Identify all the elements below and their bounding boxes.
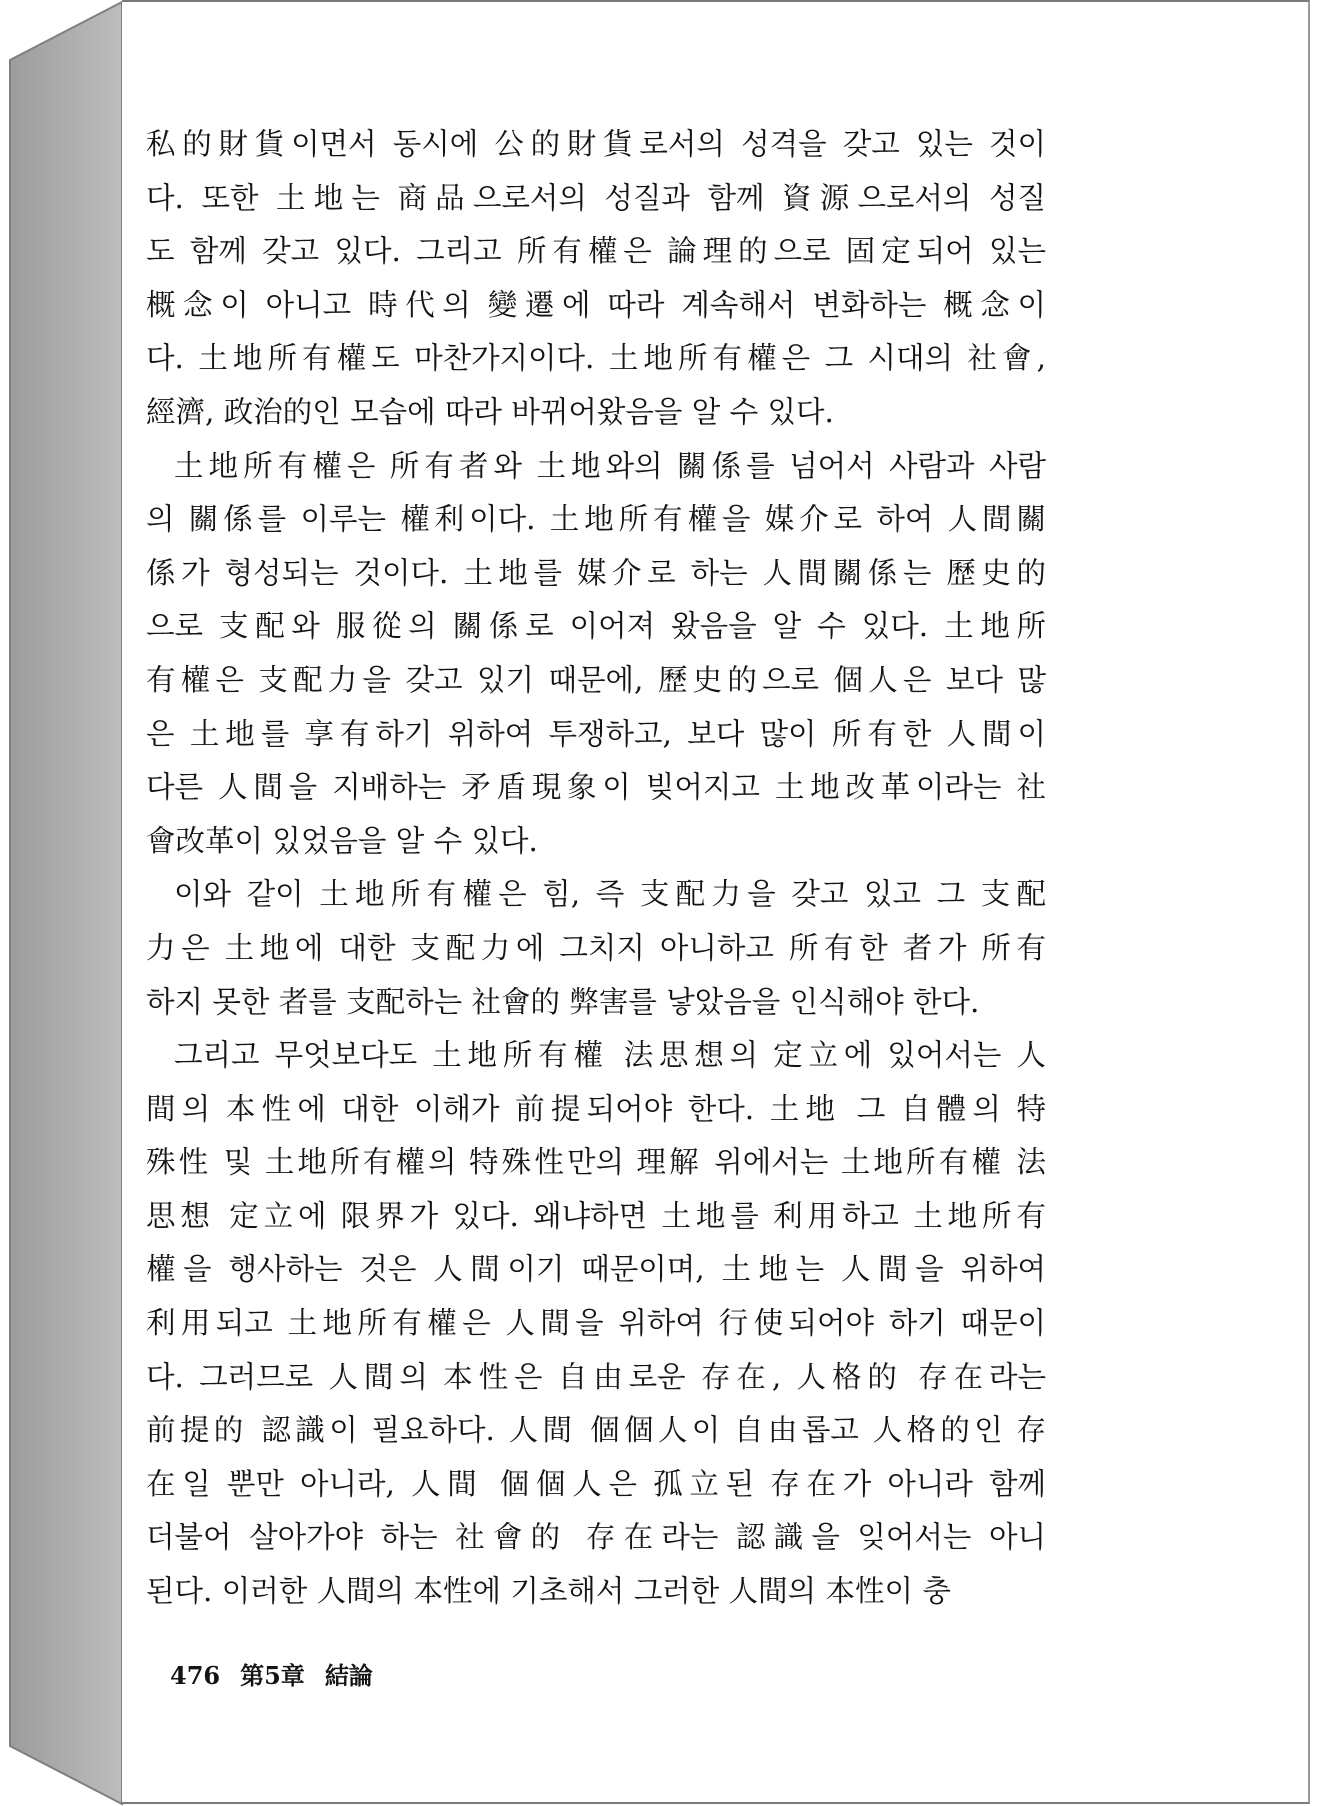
text-line: 係가 형성되는 것이다. 土地를 媒介로 하는 人間關係는 歷史的 <box>146 555 1046 590</box>
text-line: 權을 행사하는 것은 人間이기 때문이며, 土地는 人間을 위하여 <box>146 1252 1046 1287</box>
text-line: 經濟, 政治的인 모습에 따라 바뀌어왔음을 알 수 있다. <box>146 394 834 429</box>
text-line: 利用되고 土地所有權은 人間을 위하여 行使되어야 하기 때문이 <box>146 1306 1046 1341</box>
paragraph <box>146 1029 1046 1619</box>
text-line: 間의 本性에 대한 이해가 前提되어야 한다. 土地 그 自體의 特 <box>146 1091 1046 1126</box>
text-line: 은 土地를 享有하기 위하여 투쟁하고, 보다 많이 所有한 人間이 <box>146 716 1046 751</box>
text-line: 도 함께 갖고 있다. 그리고 所有權은 論理的으로 固定되어 있는 <box>146 234 1046 269</box>
chapter-label: 第5章 <box>240 1661 305 1690</box>
text-line: 이와 같이 土地所有權은 힘, 즉 支配力을 갖고 있고 그 支配 <box>174 877 1046 912</box>
paragraph <box>146 440 1046 869</box>
paragraph <box>146 868 1046 1029</box>
text-line: 在일 뿐만 아니라, 人間 個個人은 孤立된 存在가 아니라 함께 <box>146 1466 1046 1501</box>
text-line: 有權은 支配力을 갖고 있기 때문에, 歷史的으로 個人은 보다 많 <box>146 662 1046 697</box>
text-line: 會改革이 있었음을 알 수 있다. <box>146 823 538 858</box>
text-line: 前提的 認識이 필요하다. 人間 個個人이 自由롭고 人格的인 存 <box>146 1413 1046 1448</box>
text-line: 私的財貨이면서 동시에 公的財貨로서의 성격을 갖고 있는 것이 <box>146 127 1046 161</box>
chapter-title: 結論 <box>324 1661 373 1690</box>
page-body-text <box>146 118 1046 1619</box>
page-number: 476 <box>170 1661 221 1690</box>
text-line: 力은 土地에 대한 支配力에 그치지 아니하고 所有한 者가 所有 <box>146 930 1046 965</box>
text-line: 殊性 및 土地所有權의 特殊性만의 理解 위에서는 土地所有權 法 <box>146 1145 1046 1180</box>
text-line: 思想 定立에 限界가 있다. 왜냐하면 土地를 利用하고 土地所有 <box>146 1198 1046 1233</box>
text-line: 더불어 살아가야 하는 社會的 存在라는 認識을 잊어서는 아니 <box>146 1520 1046 1555</box>
text-line: 하지 못한 者를 支配하는 社會的 弊害를 낳았음을 인식해야 한다. <box>146 984 980 1019</box>
text-line: 그리고 무엇보다도 土地所有權 法思想의 定立에 있어서는 人 <box>174 1038 1046 1073</box>
text-line: 다른 人間을 지배하는 矛盾現象이 빚어지고 土地改革이라는 社 <box>146 770 1046 805</box>
text-line: 으로 支配와 服從의 關係로 이어져 왔음을 알 수 있다. 土地所 <box>146 609 1046 644</box>
paragraph <box>146 118 1046 440</box>
text-line: 된다. 이러한 人間의 本性에 기초해서 그러한 人間의 本性이 충 <box>146 1574 951 1609</box>
text-line: 土地所有權은 所有者와 土地와의 關係를 넘어서 사람과 사람 <box>174 448 1046 483</box>
text-line: 다. 土地所有權도 마찬가지이다. 土地所有權은 그 시대의 社會, <box>146 341 1046 376</box>
page-footer <box>170 1656 393 1691</box>
text-line: 다. 그러므로 人間의 本性은 自由로운 存在, 人格的 存在라는 <box>146 1359 1046 1394</box>
text-line: 다. 또한 土地는 商品으로서의 성질과 함께 資源으로서의 성질 <box>146 180 1046 215</box>
text-line: 概念이 아니고 時代의 變遷에 따라 계속해서 변화하는 概念이 <box>146 287 1046 322</box>
text-line: 의 關係를 이루는 權利이다. 土地所有權을 媒介로 하여 人間關 <box>146 502 1046 537</box>
